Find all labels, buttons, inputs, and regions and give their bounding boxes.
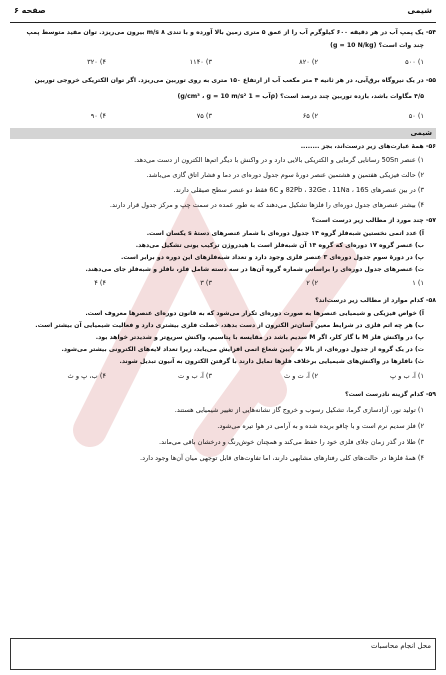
q58-statement-b: ب) هر چه اتم فلزی در شرایط معین آسان‌تر الکترون از دست بدهد، خصلت فلزی بیشتری دارد و فعالیت شیمیایی آن بیشتر است. [35, 322, 424, 329]
q57-statement-b: ب) عنصر گروه ۱۷ دوره‌ای که گروه ۱۴ آن شبه‌فلز است با هیدروژن ترکیب یونی تشکیل می‌دهد. [135, 242, 424, 249]
q58-statement-a: آ) خواص فیزیکی و شیمیایی عنصرها به صورت دوره‌ای تکرار می‌شود که به قانون دوره‌ای عنصرها معروف است. [85, 310, 424, 317]
q54-choice-2[interactable]: ۲) ۸۲۰ [299, 58, 318, 66]
header-rule [10, 22, 436, 23]
q59-stem: ۵۹- کدام گزینه نادرست است؟ [345, 391, 436, 398]
section-title-bar [10, 128, 436, 139]
q57-choices [10, 279, 436, 290]
q54-choice-3[interactable]: ۳) ۱۱۴۰ [189, 58, 212, 66]
q59-option-4[interactable]: ۴) همهٔ فلزها در حالت‌های کلی رفتارهای مشابهی دارند، اما تفاوت‌های قابل توجهی میان آن‌ها وجود دارد. [140, 454, 424, 462]
q58-choice-1[interactable]: ۱) آ، ب و پ [389, 372, 424, 380]
q58-choices [10, 372, 436, 383]
q55-choices [10, 112, 436, 123]
q55-choice-1[interactable]: ۱) ۵۰ [408, 112, 424, 120]
q54-line1: ۵۴- یک پمپ آب در هر دقیقه ۶۰۰ کیلوگرم آب را از عمق ۵ متری زمین بالا آورده و با تندی ۸ m/s بیرون می‌ریزد. توان مفید متوسط پمپ [26, 29, 436, 36]
page-header [10, 6, 436, 20]
page-number: صفحه ۶ [14, 6, 46, 15]
q57-choice-3[interactable]: ۳) ۳ [200, 279, 212, 287]
q58-choice-3[interactable]: ۳) آ، ب و ت [177, 372, 212, 380]
q57-statement-a: آ) عدد اتمی نخستین شبه‌فلز گروه ۱۴ جدول دوره‌ای با شمار عنصرهای دستهٔ s یکسان است. [146, 230, 424, 237]
q56-option-4[interactable]: ۴) بیشتر عنصرهای جدول دوره‌ای را فلزها تشکیل می‌دهند که به طور عمده در سمت چپ و مرکز جدول قرار دارند. [109, 201, 424, 209]
calculation-area [10, 638, 436, 670]
q59-option-2[interactable]: ۲) فلز سدیم نرم است و با چاقو بریده شده و به آرامی در هوا تیره می‌شود. [217, 422, 424, 430]
q55-choice-2[interactable]: ۲) ۶۵ [302, 112, 318, 120]
q54-line2: چند وات است؟ (g = 10 N/kg) [330, 42, 424, 49]
q55-line1: ۵۵- در یک نیروگاه برق‌آبی، در هر ثانیه ۴ متر مکعب آب از ارتفاع ۱۵۰ متری به روی توربین می‌ریزد. اگر توان الکتریکی خروجی توربین [34, 77, 436, 84]
q58-choice-4[interactable]: ۴) ب، پ و ث [67, 372, 106, 380]
q55-choice-3[interactable]: ۳) ۷۵ [196, 112, 212, 120]
q57-statement-t: ت) عنصرهای جدول دوره‌ای را براساس شماره گروه آن‌ها در سه دسته شامل فلز، نافلز و شبه‌فلز جای می‌دهند. [85, 266, 424, 273]
q54-choices [10, 58, 436, 69]
q58-statement-p: پ) در واکنش فلز M با گاز کلر، اگر M سدیم باشد در مقایسه با پتاسیم، واکنش سریع‌تر و شدیدتر خواهد بود. [95, 334, 424, 341]
q57-choice-2[interactable]: ۲) ۲ [306, 279, 318, 287]
q57-statement-p: پ) در دورهٔ سوم جدول دوره‌ای ۳ عنصر فلزی وجود دارد و تعداد شبه‌فلزهای این دوره دو برابر است. [120, 254, 424, 261]
q56-option-1[interactable]: ۱) عنصر 50Sn رسانایی گرمایی و الکتریکی بالایی دارد و در واکنش با دیگر اتم‌ها الکترون از دست می‌دهد. [134, 156, 424, 164]
q55-line2: ۴/۵ مگاوات باشد، بازده توربین چند درصد است؟ (ρآب = 1 g/cm³ ، g = 10 m/s²) [177, 93, 424, 100]
q54-choice-4[interactable]: ۴) ۳۲۰ [87, 58, 106, 66]
q56-stem: ۵۶- همهٔ عبارت‌های زیر درست‌اند، بجز ........ [300, 143, 436, 150]
exam-page [10, 0, 436, 675]
q58-statement-t: ت) در یک گروه از جدول دوره‌ای، از بالا به پایین شعاع اتمی افزایش می‌یابد، زیرا تعداد لایه‌های الکترونی بیشتر می‌شود. [61, 346, 424, 353]
q57-choice-1[interactable]: ۱) ۱ [412, 279, 424, 287]
q58-choice-2[interactable]: ۲) آ، ت و ث [283, 372, 318, 380]
q56-option-3[interactable]: ۳) در بین عنصرهای 82Pb ، 32Ge ، 11Na ، 16S و 6C فقط دو عنصر سطح صیقلی دارند. [173, 186, 424, 194]
q54-choice-1[interactable]: ۱) ۵۰۰ [405, 58, 424, 66]
q58-stem: ۵۸- کدام موارد از مطالب زیر درست‌اند؟ [315, 297, 436, 304]
header-subject: شیمی [407, 6, 432, 15]
q57-choice-4[interactable]: ۴) ۴ [94, 279, 106, 287]
q59-option-1[interactable]: ۱) تولید نور، آزادسازی گرما، تشکیل رسوب و خروج گاز نشانه‌هایی از تغییر شیمیایی هستند. [174, 406, 424, 414]
q56-option-2[interactable]: ۲) حالت فیزیکی هفتمین و هشتمین عنصر دورهٔ سوم جدول دوره‌ای در دما و فشار اتاق گازی می‌باشد. [146, 171, 424, 179]
q59-option-3[interactable]: ۳) طلا در گذر زمان جلای فلزی خود را حفظ می‌کند و همچنان خوش‌رنگ و درخشان باقی می‌ماند. [158, 438, 424, 446]
q55-choice-4[interactable]: ۴) ۹۰ [90, 112, 106, 120]
q57-stem: ۵۷- چند مورد از مطالب زیر درست است؟ [311, 217, 436, 224]
q58-statement-s: ث) نافلزها در واکنش‌های شیمیایی برخلاف فلزها تمایل دارند با گرفتن الکترون به آنیون تبدیل شوند. [119, 358, 424, 365]
section-title: شیمی [410, 129, 432, 137]
calculation-area-label: محل انجام محاسبات [371, 642, 431, 650]
